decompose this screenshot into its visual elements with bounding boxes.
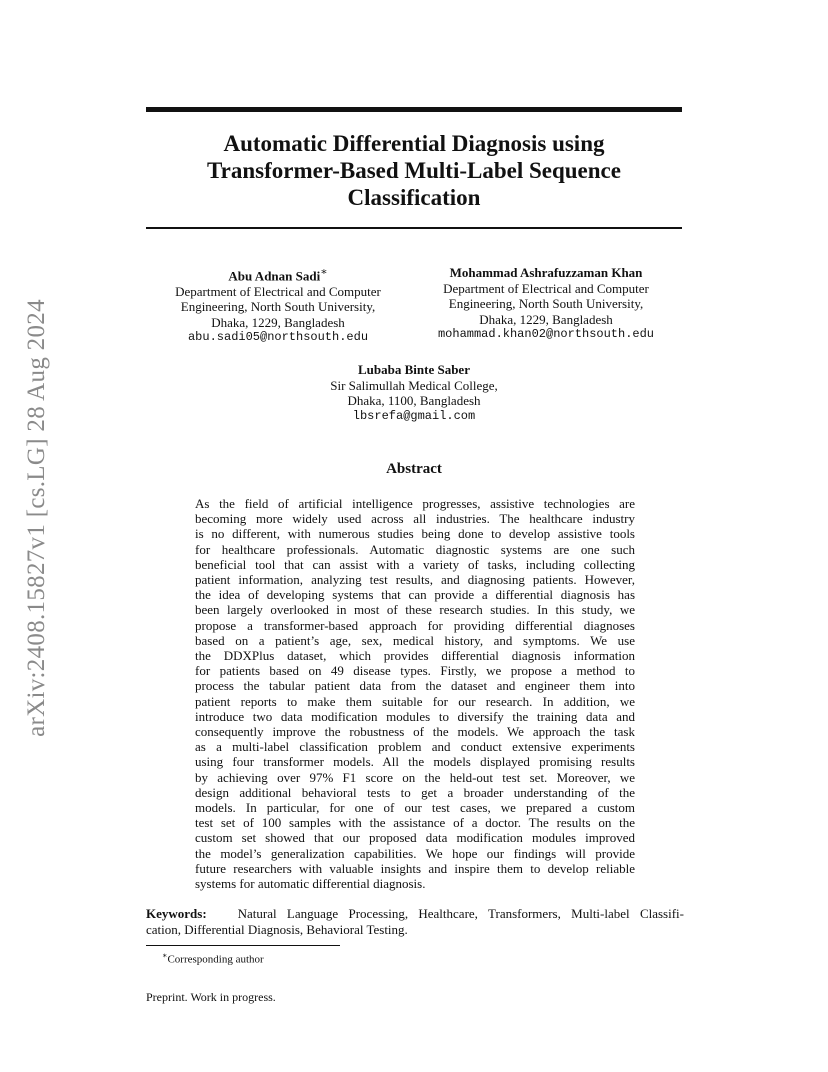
author-name: Mohammad Ashrafuzzaman Khan [449, 265, 643, 280]
title-line: Automatic Differential Diagnosis using [223, 131, 605, 156]
abstract-heading: Abstract [386, 461, 442, 477]
arxiv-identifier [22, 278, 52, 758]
abstract-line: design additional behavioral tests to get a broader understanding of the [195, 784, 635, 800]
abstract-line: as a multi-label classification problem and conduct extensive experiments [195, 739, 635, 755]
author-name: Lubaba Binte Saber [358, 362, 470, 377]
author-affiliation-line: Department of Electrical and Computer [175, 283, 381, 299]
author-affiliation-line: Engineering, North South University, [448, 296, 644, 311]
author-affiliation-line: Engineering, North South University, [180, 299, 376, 315]
abstract-line: test set of 100 samples with the assistance of a doctor. The results on the [195, 815, 635, 831]
arxiv-identifier-text: arXiv:2408.15827v1 [cs.LG] 28 Aug 2024 [23, 299, 50, 737]
paper-title [146, 130, 682, 211]
author-email: lbsrefa@gmail.com [352, 408, 476, 423]
abstract-line: beneficial tool that can assist with a variety of tasks, including collecting [195, 556, 635, 572]
author-affiliation-line: Sir Salimullah Medical College, [330, 377, 498, 393]
preprint-note: Preprint. Work in progress. [146, 990, 276, 1004]
title-line: Classification [347, 185, 481, 210]
keywords [146, 906, 684, 938]
keywords-line [146, 906, 684, 922]
title-top-rule [146, 107, 682, 112]
abstract-line: As the field of artificial intelligence progresses, assistive technologies are [195, 496, 635, 511]
corresponding-mark: ∗ [320, 266, 328, 278]
abstract-line: for patients based on 49 disease types. Firstly, we propose a method to [195, 663, 635, 679]
author-affiliation-line: Dhaka, 1229, Bangladesh [479, 311, 613, 327]
abstract-line: for healthcare professionals. Automatic diagnostic systems are one such [195, 541, 635, 557]
author-affiliation-line: Dhaka, 1229, Bangladesh [211, 314, 345, 330]
abstract-line: models. In particular, for one of our test cases, we prepared a custom [195, 800, 635, 816]
abstract-line: introduce two data modification modules to diversify the training data and [195, 708, 635, 724]
author-email: mohammad.khan02@northsouth.edu [437, 327, 655, 341]
abstract-line: custom set showed that our proposed data modification modules improved [195, 830, 635, 846]
abstract-line: systems for automatic differential diagnosis. [195, 876, 426, 892]
footnote-rule [146, 945, 340, 946]
abstract-line: based on a patient’s age, sex, medical history, and symptoms. We use [195, 632, 635, 648]
abstract-line: consequently improve the robustness of the models. We approach the task [195, 724, 635, 740]
abstract-line: future researchers with valuable insights and inspire them to develop reliable [195, 860, 635, 876]
abstract-line: by achieving over 97% F1 score on the held-out test set. Moreover, we [195, 769, 635, 785]
abstract-line: is no different, with numerous studies being done to develop assistive tools [195, 526, 635, 542]
footnote-text: Corresponding author [167, 953, 264, 966]
abstract-line: the model’s generalization capabilities. We hope our findings will provide [195, 845, 635, 861]
abstract-line: using four transformer models. All the models displayed promising results [195, 754, 635, 770]
abstract-body [195, 496, 635, 891]
title-line: Transformer-Based Multi-Label Sequence [207, 158, 621, 183]
title-bottom-rule [146, 227, 682, 229]
abstract-line: patient reports to make them suitable for our research. In addition, we [195, 693, 635, 709]
author-name: Abu Adnan Sadi∗ [228, 266, 328, 284]
abstract-line: process the tabular patient data from the dataset and engineer them into [195, 678, 635, 694]
author-block-1 [150, 265, 406, 346]
abstract-line: becoming more widely used across all industries. The healthcare industry [195, 511, 635, 527]
keywords-text: Natural Language Processing, Healthcare, Transformers, Multi-label Classifi- [237, 906, 684, 921]
abstract-line: the idea of developing systems that can provide a differential diagnosis has [195, 587, 635, 603]
author-affiliation-line: Department of Electrical and Computer [443, 280, 649, 296]
abstract-line: the DDXPlus dataset, which provides differential diagnosis information [195, 648, 635, 664]
author-block-2 [414, 265, 678, 343]
abstract-line: propose a transformer-based approach for providing differential diagnoses [195, 617, 635, 633]
footnote-mark: ∗ [162, 951, 168, 960]
author-email: abu.sadi05@northsouth.edu [187, 330, 369, 345]
keywords-label: Keywords: [146, 906, 207, 921]
abstract-line: been largely overlooked in most of these research studies. In this study, we [195, 602, 635, 618]
author-affiliation-line: Dhaka, 1100, Bangladesh [347, 393, 481, 408]
footnote [162, 949, 264, 967]
keywords-line: cation, Differential Diagnosis, Behavioral Testing. [146, 922, 408, 937]
abstract-line: patient information, analyzing test results, and diagnosing patients. However, [195, 572, 635, 588]
author-block-3 [300, 362, 528, 424]
